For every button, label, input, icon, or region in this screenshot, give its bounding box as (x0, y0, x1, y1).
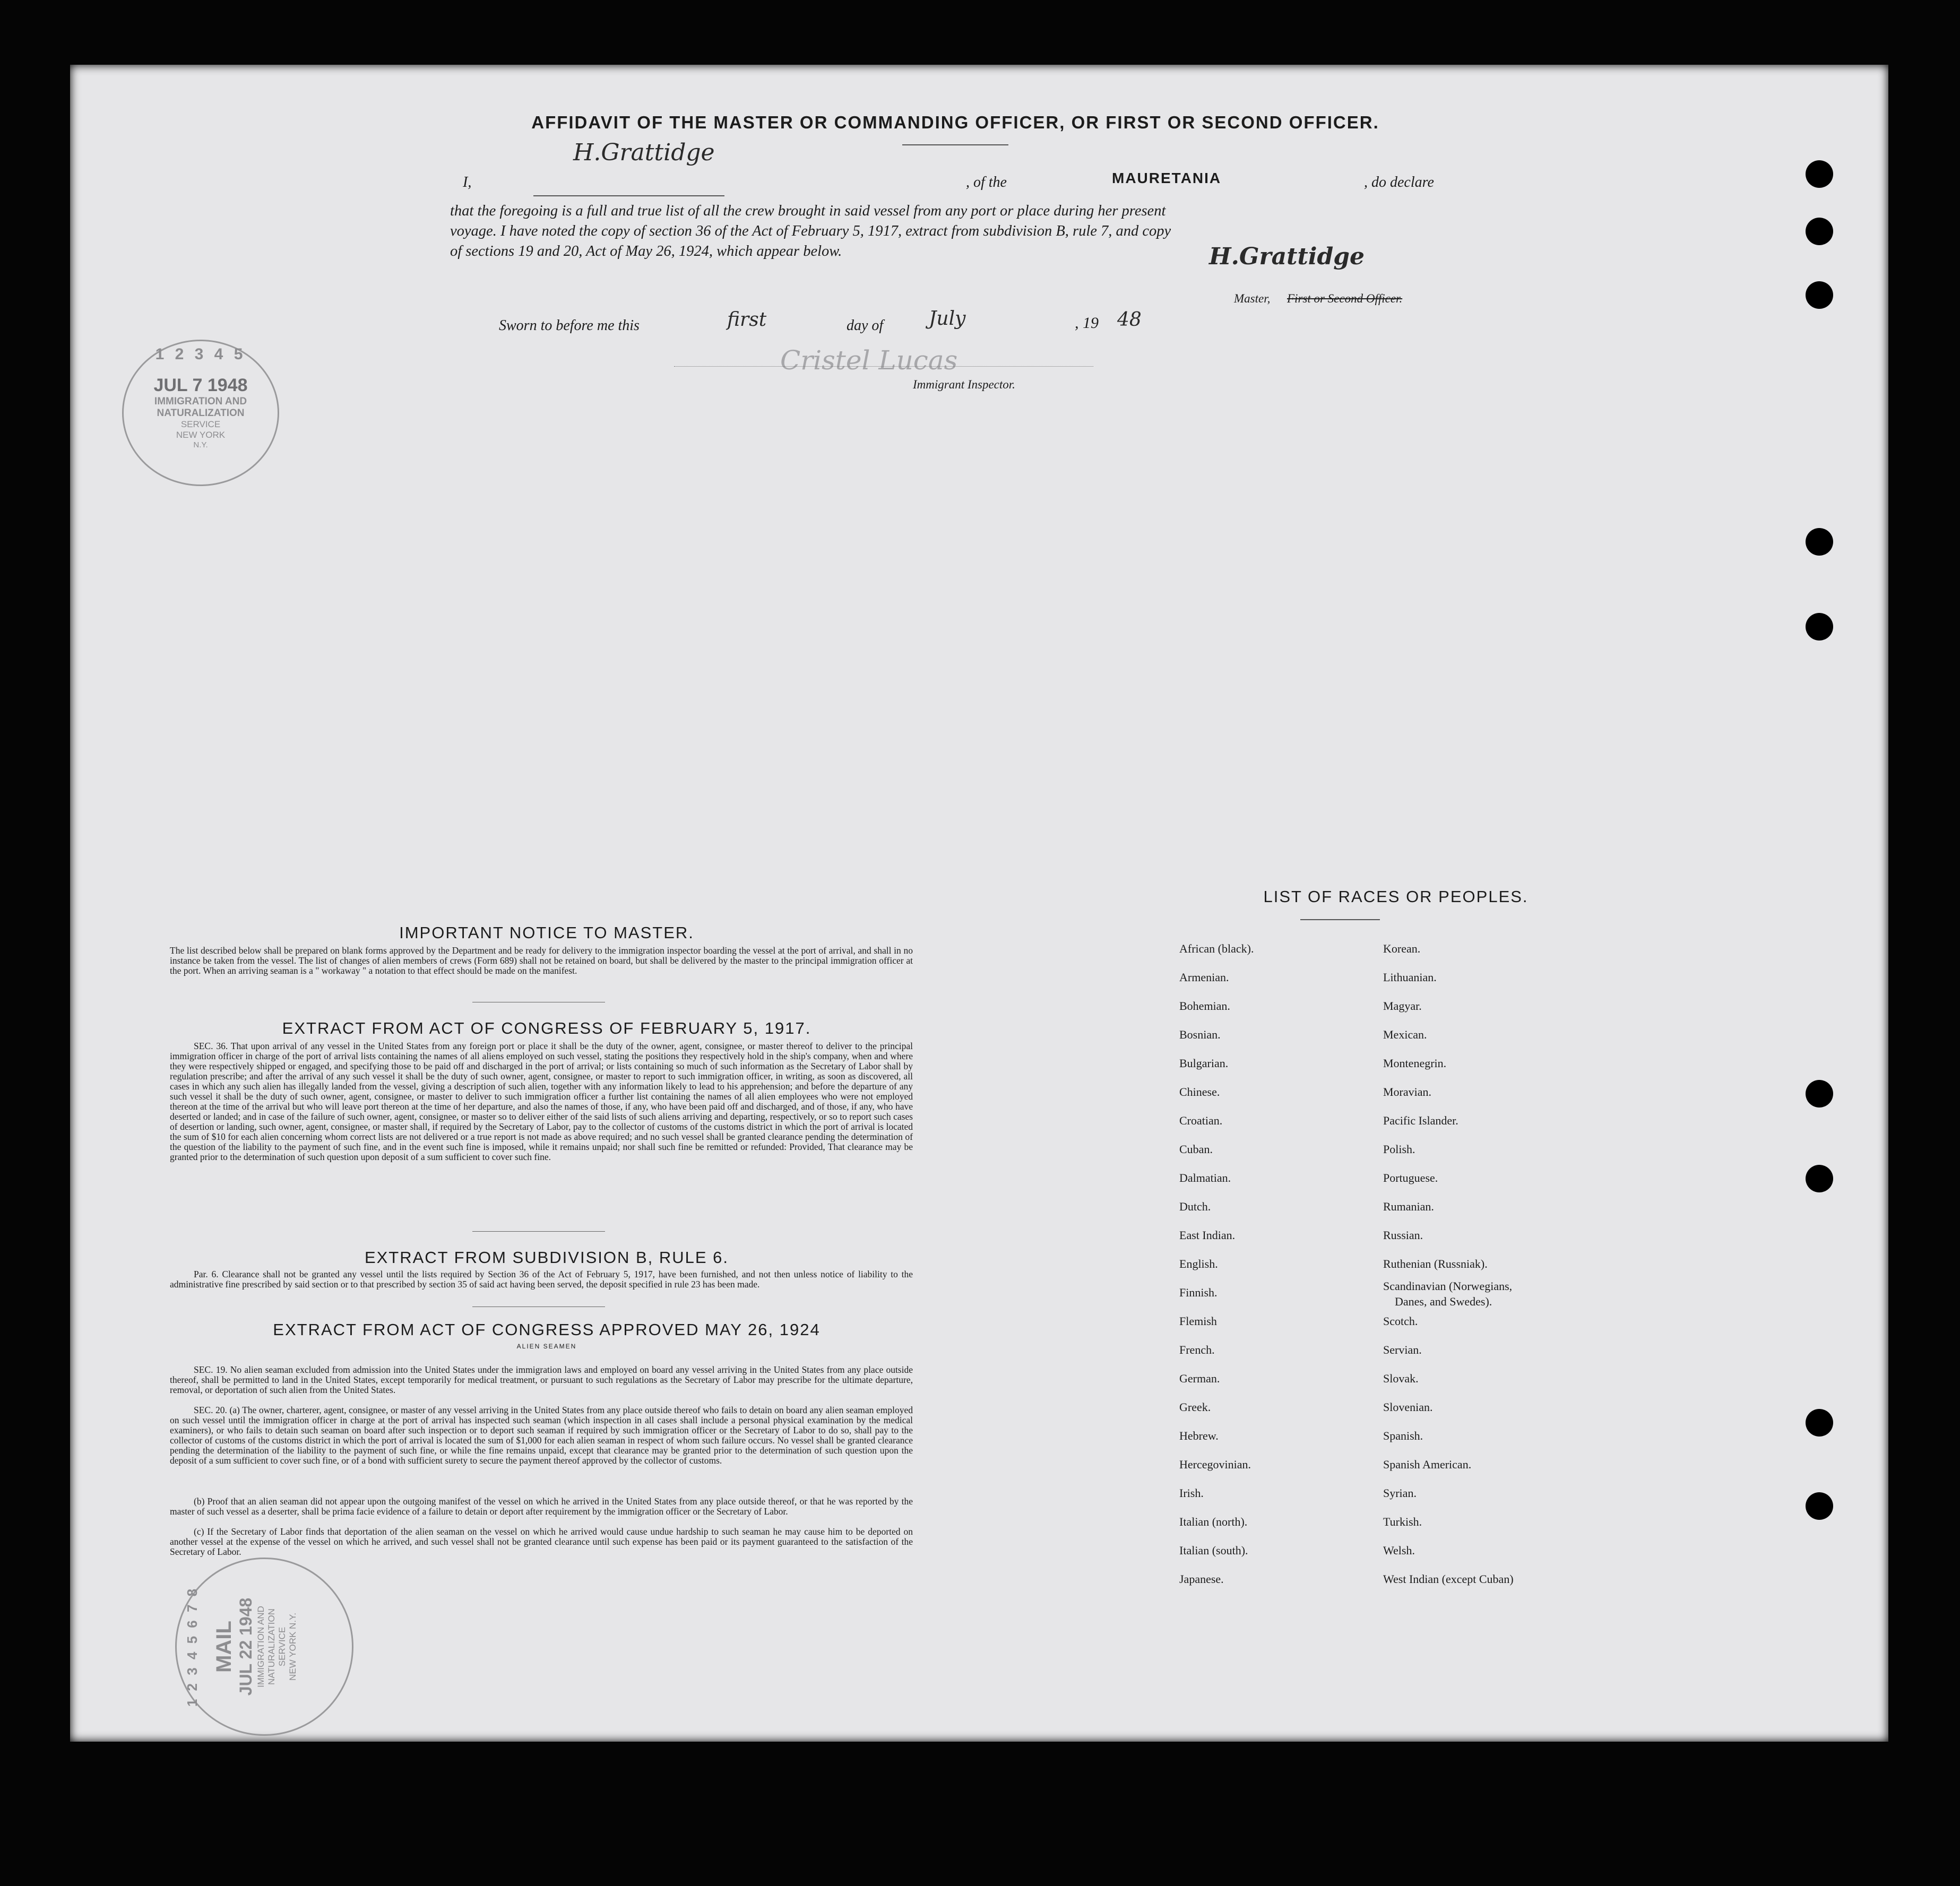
stamp-digits: 1 2 3 4 5 6 7 8 (184, 1586, 200, 1707)
stamp-line-3: SERVICE (277, 1627, 287, 1667)
punch-hole (1806, 218, 1833, 245)
races-title-rule (1300, 919, 1380, 920)
sworn-year: 48 (1117, 309, 1142, 331)
race-item: Polish. (1383, 1143, 1415, 1156)
extract-rule6-body: Par. 6. Clearance shall not be granted any vessel until the lists required by Section 36 of the Act of February 5, 1917, have been furnished, and not then unless notice of liability to the administrative fine prescribed by said section or to that prescribed by section 35 of said act having been served, the deposit specified in rule 23 has been made. (170, 1269, 913, 1290)
race-item: Bosnian. (1179, 1028, 1221, 1041)
immigration-stamp-top (122, 340, 279, 486)
race-item: Italian (north). (1179, 1515, 1248, 1528)
race-item: Portuguese. (1383, 1171, 1438, 1184)
inspector-signature: Cristel Lucas (780, 345, 958, 376)
races-title: LIST OF RACES OR PEOPLES. (1263, 887, 1529, 906)
title-rule (902, 144, 1008, 145)
race-item: Moravian. (1383, 1085, 1432, 1098)
race-item: English. (1179, 1257, 1218, 1270)
name-line (533, 195, 724, 196)
race-item: Dutch. (1179, 1200, 1211, 1213)
race-right-continuation: Danes, and Swedes). (1395, 1295, 1492, 1308)
vessel-name: MAURETANIA (1112, 170, 1222, 186)
race-item: West Indian (except Cuban) (1383, 1572, 1514, 1586)
race-item: Greek. (1179, 1400, 1211, 1414)
race-item: Irish. (1179, 1486, 1204, 1500)
race-item: Pacific Islander. (1383, 1114, 1458, 1127)
race-item: Welsh. (1383, 1544, 1415, 1557)
race-item: Turkish. (1383, 1515, 1422, 1528)
race-item: Ruthenian (Russniak). (1383, 1257, 1488, 1270)
race-item: Spanish. (1383, 1429, 1423, 1442)
stamp-line-5: N.Y. (193, 440, 208, 449)
race-item: Cuban. (1179, 1143, 1213, 1156)
race-item: Scandinavian (Norwegians, (1383, 1279, 1513, 1293)
affidavit-line-1: that the foregoing is a full and true list of all the crew brought in said vessel from any port or place during her present (450, 203, 1166, 219)
race-item: Korean. (1383, 942, 1421, 955)
race-item: Armenian. (1179, 971, 1229, 984)
punch-hole (1806, 1165, 1833, 1192)
sec20a-body: SEC. 20. (a) The owner, charterer, agent, consignee, or master of any vessel arriving in the United States from any place outside thereof who fails to detain on board any alien seaman employed on such vessel until the immigration officer in charge at the port of arrival has inspected such seaman (which inspection in all cases shall include a personal physical examination by the medical examiners), or who fails to detain such seaman on board after such inspection or to deport such seaman if required by such immigration officer or the Secretary of Labor to do so, shall pay to the collector of customs of the customs district in which the port of arrival is located the sum of $1,000 for each alien seaman in respect of whom such failure occurs. No vessel shall be granted clearance pending the determination of the liability to the payment of such fine, or while the fine remains unpaid, except that clearance may be granted prior to the determination of such question upon the deposit of a sum sufficient to cover such fine, or of a bond with sufficient surety to secure the payment thereof approved by the collector of customs. (170, 1405, 913, 1466)
race-item: East Indian. (1179, 1229, 1236, 1242)
race-item: Croatian. (1179, 1114, 1223, 1127)
extract-1917-title: EXTRACT FROM ACT OF CONGRESS OF FEBRUARY 5, 1917. (282, 1019, 811, 1037)
race-item: Italian (south). (1179, 1544, 1248, 1557)
immigration-stamp-bottom (175, 1558, 353, 1736)
sec20c-body: (c) If the Secretary of Labor finds that deportation of the alien seaman on the vessel on which he arrived would cause undue hardship to such seaman he may cause him to be deported on another vessel at the expense of the vessel on which he arrived, and such vessel shall not be granted clearance until such expense has been paid or its payment guaranteed to the satisfaction of the Secretary of Labor. (170, 1526, 913, 1557)
punch-hole (1806, 1409, 1833, 1437)
race-item: Japanese. (1179, 1572, 1224, 1586)
sworn-month: July (929, 308, 966, 330)
stamp-line-1: IMMIGRATION AND (154, 396, 247, 407)
race-item: Slovenian. (1383, 1400, 1433, 1414)
race-item: Flemish (1179, 1314, 1217, 1328)
race-item: Bohemian. (1179, 999, 1230, 1013)
race-item: Dalmatian. (1179, 1171, 1231, 1184)
affidavit-line-2: voyage. I have noted the copy of section 36 of the Act of February 5, 1917, extract from subdivision B, rule 7, and copy (450, 223, 1171, 239)
race-item: Slovak. (1383, 1372, 1419, 1385)
race-item: Hercegovinian. (1179, 1458, 1251, 1471)
extract-rule6-title: EXTRACT FROM SUBDIVISION B, RULE 6. (364, 1248, 729, 1267)
affidavit-title: AFFIDAVIT OF THE MASTER OR COMMANDING OFFICER, OR FIRST OR SECOND OFFICER. (531, 113, 1379, 132)
punch-hole (1806, 613, 1833, 641)
master-signature: H.Grattidge (1209, 243, 1365, 270)
stamp-date: JUL 7 1948 (153, 375, 248, 395)
punch-hole (1806, 1080, 1833, 1108)
race-item: Finnish. (1179, 1286, 1218, 1299)
race-item: French. (1179, 1343, 1215, 1356)
of-the-label: , of the (966, 174, 1007, 191)
first-second-officer-struck: First or Second Officer. (1287, 292, 1403, 305)
race-item: Magyar. (1383, 999, 1422, 1013)
divider (472, 1231, 605, 1232)
sec20b-body: (b) Proof that an alien seaman did not appear upon the outgoing manifest of the vessel on which he arrived in the United States from any place outside thereof, or that he was reported by the master of such vessel as a deserter, shall be prima facie evidence of a failure to detain or deport after requirement by the immigration officer or the Secretary of Labor. (170, 1496, 913, 1517)
stamp-line-4: NEW YORK (176, 430, 226, 440)
day-of-label: day of (847, 317, 884, 334)
inspector-label: Immigrant Inspector. (913, 378, 1015, 391)
stamp-mail: MAIL (212, 1621, 236, 1673)
race-item: Montenegrin. (1383, 1057, 1447, 1070)
affidavit-line-3: of sections 19 and 20, Act of May 26, 1924, which appear below. (450, 243, 842, 259)
stamp-digits: 1 2 3 4 5 (155, 345, 246, 363)
sworn-label: Sworn to before me this (499, 317, 640, 334)
race-item: Russian. (1383, 1229, 1423, 1242)
race-item: Hebrew. (1179, 1429, 1219, 1442)
stamp-line-1: IMMIGRATION AND (256, 1606, 266, 1688)
do-declare-label: , do declare (1364, 174, 1434, 191)
race-item: Mexican. (1383, 1028, 1427, 1041)
stamp-line-2: NATURALIZATION (266, 1608, 277, 1685)
master-label: Master, (1234, 292, 1271, 305)
race-item: Rumanian. (1383, 1200, 1434, 1213)
sworn-day: first (727, 309, 767, 331)
stamp-line-4: NEW YORK N.Y. (288, 1613, 298, 1681)
race-item: Bulgarian. (1179, 1057, 1229, 1070)
race-item: Spanish American. (1383, 1458, 1472, 1471)
race-item: Chinese. (1179, 1085, 1220, 1098)
extract-1924-title: EXTRACT FROM ACT OF CONGRESS APPROVED MAY 26, 1924 (273, 1320, 821, 1339)
alien-seamen-subtitle: ALIEN SEAMEN (516, 1343, 577, 1350)
i-label: I, (463, 174, 472, 191)
extract-1917-body: SEC. 36. That upon arrival of any vessel in the United States from any foreign port or place it shall be the duty of the owner, agent, consignee, or master thereof to deliver to the principal immigration officer in charge of the port of arrival lists containing the names of all aliens employed on such vessel, stating the positions they respectively hold in the ship's company, when and where they were respectively shipped or engaged, and specifying those to be paid off and discharged in the port of arrival; or lists containing so much of such information as the Secretary of Labor shall by regulation prescribe; and after the arrival of any such vessel it shall be the duty of such owner, agent, consignee, or master to report to such immigration officer, in writing, as soon as discovered, all cases in which any such alien has illegally landed from the vessel, giving a description of such alien, together with any information likely to lead to his apprehension; and before the departure of any such vessel it shall be the duty of such owner, agent, consignee, or master to deliver to such immigration officer a further list containing the names of all alien employees who were not employed thereon at the time of the arrival but who will leave port thereon at the time of her departure, and also the names of those, if any, who have been paid off and discharged, and of those, if any, who have deserted or landed; and in case of the failure of such owner, agent, consignee, or master so to deliver either of the said lists of such aliens arriving and departing, respectively, or so to report such cases of desertion or landing, such owner, agent, consignee, or master shall, if required by the Secretary of Labor, pay to the collector of customs of the customs district in which the port of arrival is located the sum of $10 for each alien concerning whom correct lists are not delivered or a true report is not made as above required; and no such vessel shall be granted clearance pending the determination of the question of the liability to the payment of such fine, and in the event such fine is imposed, while it remains unpaid; nor shall such fine be remitted or refunded: Provided, That clearance may be granted prior to the determination of such question upon deposit of a sum sufficient to cover such fine. (170, 1041, 913, 1162)
race-item: African (black). (1179, 942, 1254, 955)
stamp-line-3: SERVICE (180, 419, 221, 429)
stamp-date: JUL 22 1948 (236, 1597, 255, 1696)
notice-body: The list described below shall be prepared on blank forms approved by the Department and be ready for delivery to the immigration inspector boarding the vessel at the port of arrival, and shall in no instance be taken from the vessel. The list of changes of alien members of crews (Form 689) shall not be retained on board, but shall be delivered by the master to the principal immigration officer at the port. When an arriving seaman is a " workaway " a notation to that effect should be made on the manifest. (170, 945, 913, 976)
sec19-body: SEC. 19. No alien seaman excluded from admission into the United States under the immigration laws and employed on board any vessel arriving in the United States from any place outside thereof, shall be permitted to land in the United States, except temporarily for medical treatment, or pursuant to such regulations as the Secretary of Labor may prescribe for the ultimate departure, removal, or deportation of such alien from the United States. (170, 1364, 913, 1395)
race-item: Scotch. (1383, 1314, 1418, 1328)
notice-title: IMPORTANT NOTICE TO MASTER. (399, 923, 694, 942)
race-item: Lithuanian. (1383, 971, 1437, 984)
inspector-line (674, 366, 1093, 367)
race-item: Syrian. (1383, 1486, 1417, 1500)
punch-hole (1806, 1492, 1833, 1520)
race-item: German. (1179, 1372, 1220, 1385)
punch-hole (1806, 281, 1833, 309)
officer-name: H.Grattidge (573, 139, 715, 166)
year-prefix: , 19 (1075, 314, 1099, 332)
punch-hole (1806, 528, 1833, 556)
race-item: Servian. (1383, 1343, 1422, 1356)
punch-hole (1806, 160, 1833, 188)
stamp-line-2: NATURALIZATION (157, 408, 245, 419)
